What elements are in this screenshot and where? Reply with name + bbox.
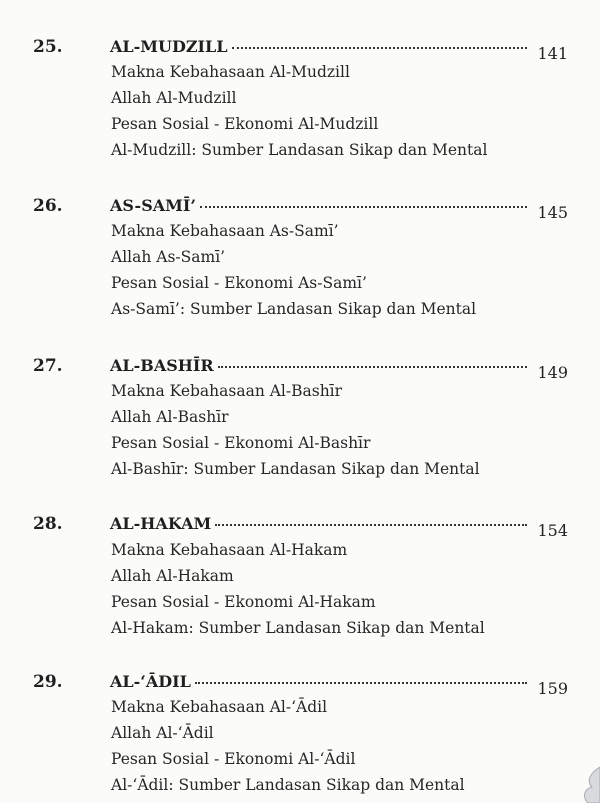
- entry-title: AS-SAMĪ’: [110, 196, 196, 215]
- entry-title: AL-HAKAM: [110, 514, 212, 533]
- entry-title: AL-MUDZILL: [110, 37, 228, 56]
- subentry: Al-Mudzill: Sumber Landasan Sikap dan Mental: [111, 141, 488, 159]
- subentry: Pesan Sosial - Ekonomi Al-Bashīr: [111, 434, 371, 452]
- dot-leader: [215, 524, 527, 526]
- subentry: Al-Hakam: Sumber Landasan Sikap dan Mental: [111, 619, 485, 637]
- entry-heading: [110, 36, 568, 63]
- entry-title: AL-BASHĪR: [110, 356, 214, 375]
- entry-page-number: 149: [537, 363, 568, 382]
- entry-page-number: 154: [537, 521, 568, 540]
- subentry: Pesan Sosial - Ekonomi Al-Mudzill: [111, 115, 379, 133]
- subentry: Makna Kebahasaan Al-‘Ādil: [111, 698, 328, 716]
- entry-number: 29.: [33, 672, 63, 692]
- subentry: Pesan Sosial - Ekonomi As-Samī’: [111, 274, 367, 292]
- subentry: Allah Al-Mudzill: [111, 89, 237, 107]
- dot-leader: [218, 366, 528, 368]
- entry-number: 28.: [33, 514, 63, 534]
- entry-number: 26.: [33, 196, 63, 216]
- subentry: Allah Al-Bashīr: [111, 408, 229, 426]
- subentry: Al-Bashīr: Sumber Landasan Sikap dan Mental: [111, 460, 480, 478]
- entry-heading: [110, 671, 568, 698]
- subentry: Allah As-Samī’: [111, 248, 226, 266]
- dot-leader: [195, 682, 528, 684]
- entry-page-number: 145: [537, 203, 568, 222]
- subentry: Pesan Sosial - Ekonomi Al-‘Ādil: [111, 750, 356, 768]
- entry-number: 25.: [33, 37, 63, 57]
- page-corner-ornament: [578, 763, 600, 803]
- entry-heading: [110, 513, 568, 540]
- entry-number: 27.: [33, 356, 63, 376]
- entry-heading: [110, 195, 568, 222]
- entry-heading: [110, 355, 568, 382]
- dot-leader: [200, 206, 528, 208]
- subentry: Al-‘Ādil: Sumber Landasan Sikap dan Mental: [111, 776, 465, 794]
- subentry: Allah Al-Hakam: [111, 567, 234, 585]
- subentry: As-Samī’: Sumber Landasan Sikap dan Mental: [111, 300, 477, 318]
- entry-page-number: 159: [537, 679, 568, 698]
- entry-title: AL-‘ĀDIL: [110, 672, 191, 691]
- subentry: Pesan Sosial - Ekonomi Al-Hakam: [111, 593, 376, 611]
- subentry: Makna Kebahasaan Al-Hakam: [111, 541, 348, 559]
- dot-leader: [232, 47, 528, 49]
- subentry: Makna Kebahasaan As-Samī’: [111, 222, 339, 240]
- subentry: Makna Kebahasaan Al-Bashīr: [111, 382, 343, 400]
- subentry: Makna Kebahasaan Al-Mudzill: [111, 63, 350, 81]
- subentry: Allah Al-‘Ādil: [111, 724, 214, 742]
- entry-page-number: 141: [537, 44, 568, 63]
